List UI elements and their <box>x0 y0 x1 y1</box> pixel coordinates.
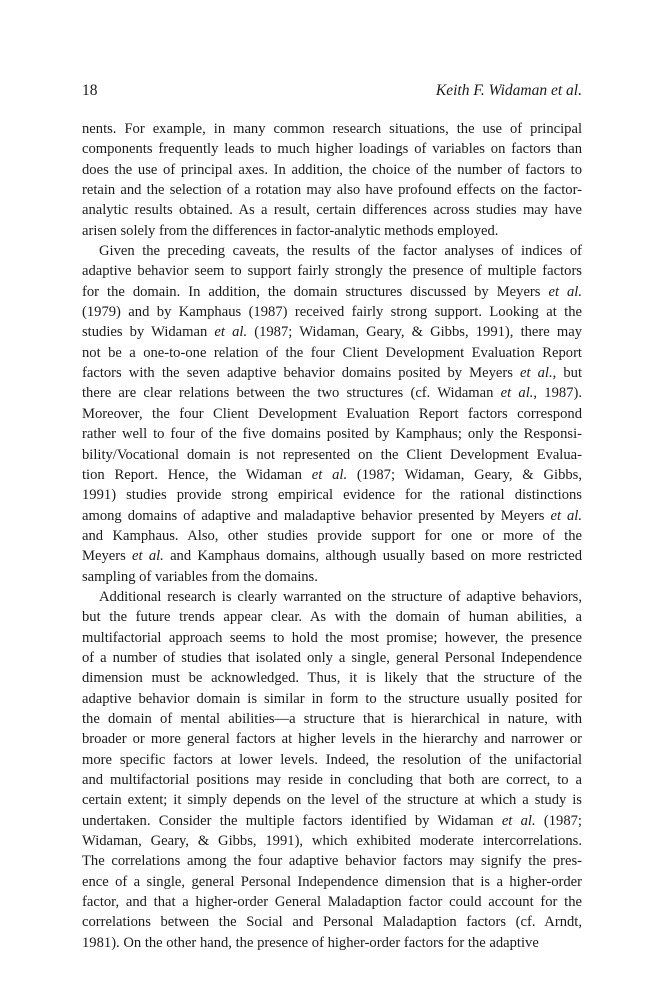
text-line: arisen solely from the differences in factor-analytic methods employed. <box>82 222 499 239</box>
text-line: adaptive behavior seem to support fairly strongly the presence of multiple factors <box>82 263 582 280</box>
text-line: studies by Widaman et al. (1987; Widaman, Geary, & Gibbs, 1991), there may <box>82 324 582 341</box>
text-line: there are clear relations between the two structures (cf. Widaman et al., 1987). <box>82 385 582 402</box>
text-line: of a number of studies that isolated only a single, general Personal Independence <box>82 649 582 666</box>
text-line: components frequently leads to much higher loadings of variables on factors than <box>82 141 582 158</box>
text-line: among domains of adaptive and maladaptive behavior presented by Meyers et al. <box>82 507 582 524</box>
text-line: analytic results obtained. As a result, certain differences across studies may have <box>82 202 582 219</box>
text-line: does the use of principal axes. In addition, the choice of the number of factors to <box>82 161 582 178</box>
text-line: factors with the seven adaptive behavior domains posited by Meyers et al., but <box>82 365 583 382</box>
text-line: Given the preceding caveats, the results of the factor analyses of indices of <box>99 243 582 260</box>
text-line: tion Report. Hence, the Widaman et al. (1987; Widaman, Geary, & Gibbs, <box>82 466 582 483</box>
text-line: certain extent; it simply depends on the level of the structure at which a study is <box>82 792 582 809</box>
text-line: broader or more general factors at higher levels in the hierarchy and narrower or <box>82 731 582 748</box>
page-header <box>82 81 582 101</box>
text-line: but the future trends appear clear. As with the domain of human abilities, a <box>82 609 582 626</box>
text-line: retain and the selection of a rotation may also have profound effects on the factor- <box>82 182 582 199</box>
text-line: 1991) studies provide strong empirical evidence for the rational distinctions <box>82 487 582 504</box>
text-line: and Kamphaus. Also, other studies provide support for one or more of the <box>82 527 582 544</box>
paragraph <box>82 587 582 953</box>
text-line: correlations between the Social and Personal Maladaption factors (cf. Arndt, <box>82 914 582 931</box>
text-line: dimension must be acknowledged. Thus, it is likely that the structure of the <box>82 670 582 687</box>
text-line: The correlations among the four adaptive behavior factors may signify the pres- <box>82 853 582 870</box>
text-line: bility/Vocational domain is not represented on the Client Development Evalua- <box>82 446 582 463</box>
text-line: Meyers et al. and Kamphaus domains, although usually based on more restricted <box>82 548 582 565</box>
text-line: Additional research is clearly warranted on the structure of adaptive behaviors, <box>99 588 582 605</box>
text-line: sampling of variables from the domains. <box>82 568 318 585</box>
text-line: for the domain. In addition, the domain structures discussed by Meyers et al. <box>82 283 582 300</box>
text-line: Widaman, Geary, & Gibbs, 1991), which exhibited moderate intercorrelations. <box>82 833 582 850</box>
text-line: Moreover, the four Client Development Evaluation Report factors correspond <box>82 405 582 422</box>
text-line: multifactorial approach seems to hold the most promise; however, the presence <box>82 629 582 646</box>
paragraph <box>82 241 582 587</box>
body-text <box>82 119 582 953</box>
text-line: not be a one-to-one relation of the four Client Development Evaluation Report <box>82 344 582 361</box>
text-line: adaptive behavior domain is similar in form to the structure usually posited for <box>82 690 582 707</box>
text-line: undertaken. Consider the multiple factors identified by Widaman et al. (1987; <box>82 812 582 829</box>
text-line: ence of a single, general Personal Independence dimension that is a higher-order <box>82 873 582 890</box>
text-line: the domain of mental abilities—a structure that is hierarchical in nature, with <box>82 710 582 727</box>
page-number: 18 <box>82 82 98 99</box>
text-line: (1979) and by Kamphaus (1987) received fairly strong support. Looking at the <box>82 304 582 321</box>
text-line: rather well to four of the five domains posited by Kamphaus; only the Responsi- <box>82 426 582 443</box>
text-line: more specific factors at lower levels. Indeed, the resolution of the unifactorial <box>82 751 582 768</box>
running-head: Keith F. Widaman et al. <box>435 82 582 99</box>
text-line: nents. For example, in many common research situations, the use of principal <box>82 121 582 137</box>
text-line: and multifactorial positions may reside in concluding that both are correct, to a <box>82 772 582 788</box>
text-line: factor, and that a higher-order General Maladaption factor could account for the <box>82 894 582 911</box>
paragraph <box>82 119 582 241</box>
text-line: 1981). On the other hand, the presence of higher-order factors for the adaptive <box>82 934 539 951</box>
